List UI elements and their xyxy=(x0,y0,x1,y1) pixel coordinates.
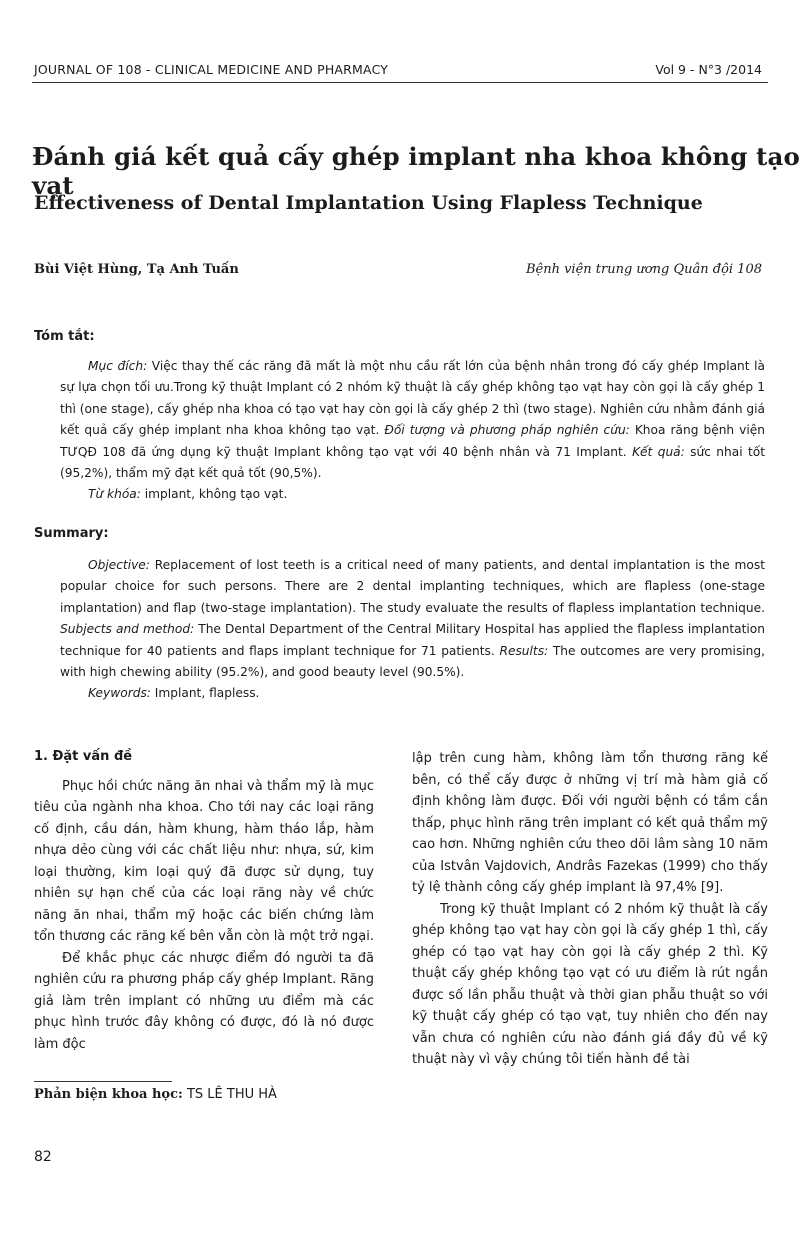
title-english: Effectiveness of Dental Implantation Using Flapless Technique xyxy=(34,192,703,214)
body-paragraph: lập trên cung hàm, không làm tổn thương răng kế bên, có thể cấy được ở những vị trí mà hàm giả cố định không làm được. Đối với người bệnh có tầm cắn thấp, phục hình răng trên implant có kết quả thẩm mỹ cao hơn. Những nghiên cứu theo dõi lâm sàng 10 năm của Istvân Vajdovich, Andrâs Fazekas (1999) cho thấy tỷ lệ thành công cấy ghép implant là 97,4% [9]. xyxy=(412,751,768,895)
summary-body xyxy=(60,555,765,683)
tomtat-keywords xyxy=(60,484,765,505)
authors: Bùi Việt Hùng, Tạ Anh Tuấn xyxy=(34,262,239,277)
body-paragraph: Trong kỹ thuật Implant có 2 nhóm kỹ thuật là cấy ghép không tạo vạt hay còn gọi là cấy ghép 1 thì, cấy ghép có tạo vạt hay còn gọi là cấy ghép 2 thì. Kỹ thuật cấy ghép không tạo vạt có ưu điểm là rút ngắn được số lần phẫu thuật và thời gian phẫu thuật so với kỹ thuật cấy ghép có tạo vạt, tuy nhiên cho đến nay vẫn chưa có nghiên cứu nào đánh giá đầy đủ về kỹ thuật này vì vậy chúng tôi tiến hành đề tài xyxy=(412,901,768,1067)
title-vietnamese: Đánh giá kết quả cấy ghép implant nha khoa không tạo vạt xyxy=(32,142,800,200)
tomtat-abstract xyxy=(60,356,765,506)
footnote-label: Phản biện khoa học: xyxy=(34,1087,183,1102)
body-left-column xyxy=(34,746,374,1055)
summary-keywords xyxy=(60,683,765,704)
tomtat-method-text: Khoa răng bệnh viện TƯQĐ 108 đã ứng dụng kỹ thuật Implant không tạo vạt với 40 bệnh nhân và 71 Implant. xyxy=(60,423,765,459)
tomtat-body xyxy=(60,356,765,484)
section-heading: 1. Đặt vấn đề xyxy=(34,749,133,764)
journal-header: JOURNAL OF 108 - CLINICAL MEDICINE AND PHARMACY xyxy=(34,62,389,77)
tomtat-results-label: Kết quả: xyxy=(632,444,685,459)
tomtat-objective-text: Việc thay thế các răng đã mất là một nhu cầu rất lớn của bệnh nhân trong đó cấy ghép Implant là sự lựa chọn tối ưu.Trong kỹ thuật Implant có 2 nhóm kỹ thuật là cấy ghép không tạo vạt hay còn gọi là cấy ghép 1 thì (one stage), cấy ghép nha khoa có tạo vạt hay còn gọi là cấy ghép 2 thì (two stage). Nghiên cứu nhằm đánh giá kết quả cấy ghép implant nha khoa không tạo vạt. xyxy=(60,359,766,438)
tomtat-heading: Tóm tắt: xyxy=(34,329,95,344)
summary-objective-text: Replacement of lost teeth is a critical need of many patients, and dental implantation is the most popular choice for such persons. There are 2 dental implanting techniques, which are flapless (one-stage implantation) and flap (two-stage implantation). The study evaluate the results of flapless implantation technique. xyxy=(60,558,765,615)
summary-abstract xyxy=(60,555,765,705)
tomtat-keywords-label: Từ khóa: xyxy=(88,487,141,502)
summary-objective-label: Objective: xyxy=(88,558,150,572)
tomtat-method-label: Đối tượng và phương pháp nghiên cứu: xyxy=(384,423,630,438)
header-divider xyxy=(32,82,768,83)
summary-keywords-text: Implant, flapless. xyxy=(150,686,260,701)
issue-label: Vol 9 - N°3 /2014 xyxy=(655,62,762,77)
tomtat-results-text: sức nhai tốt (95,2%), thẩm mỹ đạt kết quả tốt (90,5%). xyxy=(60,444,765,481)
tomtat-keywords-text: implant, không tạo vạt. xyxy=(140,487,288,502)
summary-heading: Summary: xyxy=(34,526,109,541)
affiliation: Bệnh viện trung ương Quân đội 108 xyxy=(525,262,762,277)
summary-keywords-label: Keywords: xyxy=(88,686,151,701)
body-right-column xyxy=(412,748,768,1071)
body-paragraph: Để khắc phục các nhược điểm đó người ta đã nghiên cứu ra phương pháp cấy ghép Implant. Răng giả làm trên implant có những ưu điểm mà các phục hình trước đây không có được, đó là nó được làm độc xyxy=(34,950,374,1052)
summary-method-label: Subjects and method: xyxy=(60,622,195,637)
footnote xyxy=(34,1087,277,1102)
footnote-value: TS LÊ THU HÀ xyxy=(182,1087,277,1102)
footnote-divider xyxy=(34,1081,172,1082)
summary-method-text: The Dental Department of the Central Military Hospital has applied the flapless implantation technique for 40 patients and flaps implant technique for 71 patients. xyxy=(60,622,765,658)
tomtat-objective-label: Mục đích: xyxy=(88,359,148,373)
summary-results-label: Results: xyxy=(499,643,549,658)
page-number: 82 xyxy=(34,1149,52,1165)
summary-results-text: The outcomes are very promising, with high chewing ability (95.2%), and good beauty level (90.5%). xyxy=(60,643,766,680)
body-paragraph: Phục hồi chức năng ăn nhai và thẩm mỹ là mục tiêu của ngành nha khoa. Cho tới nay các loại răng cố định, cầu dán, hàm khung, hàm tháo lắp, hàm nhựa dẻo cùng với các chất liệu như: nhựa, sứ, kim loại thường, kim loại quý đã được sử dụng, tuy nhiên sự hạn chế của các loại răng này về chức năng ăn nhai, thẩm mỹ hoặc các biến chứng làm tổn thương các răng kế bên vẫn còn là một trở ngại. xyxy=(34,778,374,944)
